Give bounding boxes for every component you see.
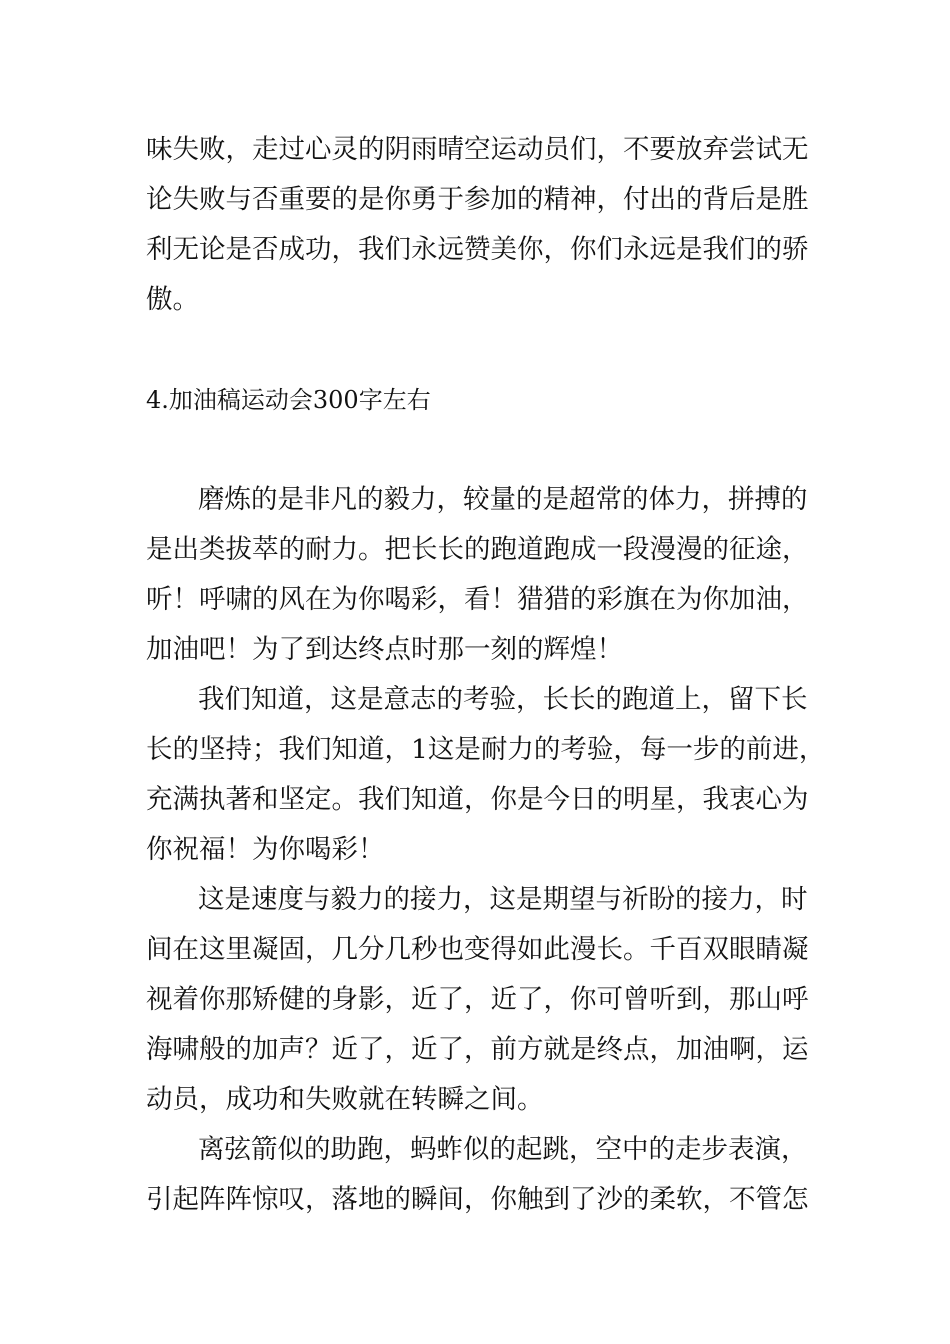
text-line: 傲。 [146, 284, 199, 315]
text-line: 离弦箭似的助跑，蚂蚱似的起跳，空中的走步表演， [198, 1134, 808, 1165]
text-line: 海啸般的加声？近了，近了，前方就是终点，加油啊，运 [146, 1034, 809, 1065]
text-line: 你祝福！为你喝彩！ [146, 834, 385, 865]
section-heading: 4.加油稿运动会300字左右 [146, 386, 431, 414]
text-line: 是出类拔萃的耐力。把长长的跑道跑成一段漫漫的征途， [146, 534, 809, 565]
text-line: 磨炼的是非凡的毅力，较量的是超常的体力，拼搏的 [198, 484, 808, 515]
text-line: 论失败与否重要的是你勇于参加的精神，付出的背后是胜 [146, 184, 809, 215]
text-line: 味失败，走过心灵的阴雨晴空运动员们，不要放弃尝试无 [146, 134, 809, 165]
text-line: 视着你那矫健的身影，近了，近了，你可曾听到，那山呼 [146, 984, 809, 1015]
text-line: 加油吧！为了到达终点时那一刻的辉煌！ [146, 634, 623, 665]
text-line: 利无论是否成功，我们永远赞美你，你们永远是我们的骄 [146, 234, 809, 265]
text-line: 充满执著和坚定。我们知道，你是今日的明星，我衷心为 [146, 784, 809, 815]
text-line: 动员，成功和失败就在转瞬之间。 [146, 1084, 544, 1115]
text-line: 听！呼啸的风在为你喝彩，看！猎猎的彩旗在为你加油， [146, 584, 809, 615]
text-line: 引起阵阵惊叹，落地的瞬间，你触到了沙的柔软，不管怎 [146, 1184, 809, 1215]
text-line: 间在这里凝固，几分几秒也变得如此漫长。千百双眼睛凝 [146, 934, 809, 965]
text-line: 我们知道，这是意志的考验，长长的跑道上，留下长 [198, 684, 808, 715]
text-line: 长的坚持；我们知道，1这是耐力的考验，每一步的前进， [146, 734, 826, 765]
text-line: 这是速度与毅力的接力，这是期望与祈盼的接力，时 [198, 884, 808, 915]
